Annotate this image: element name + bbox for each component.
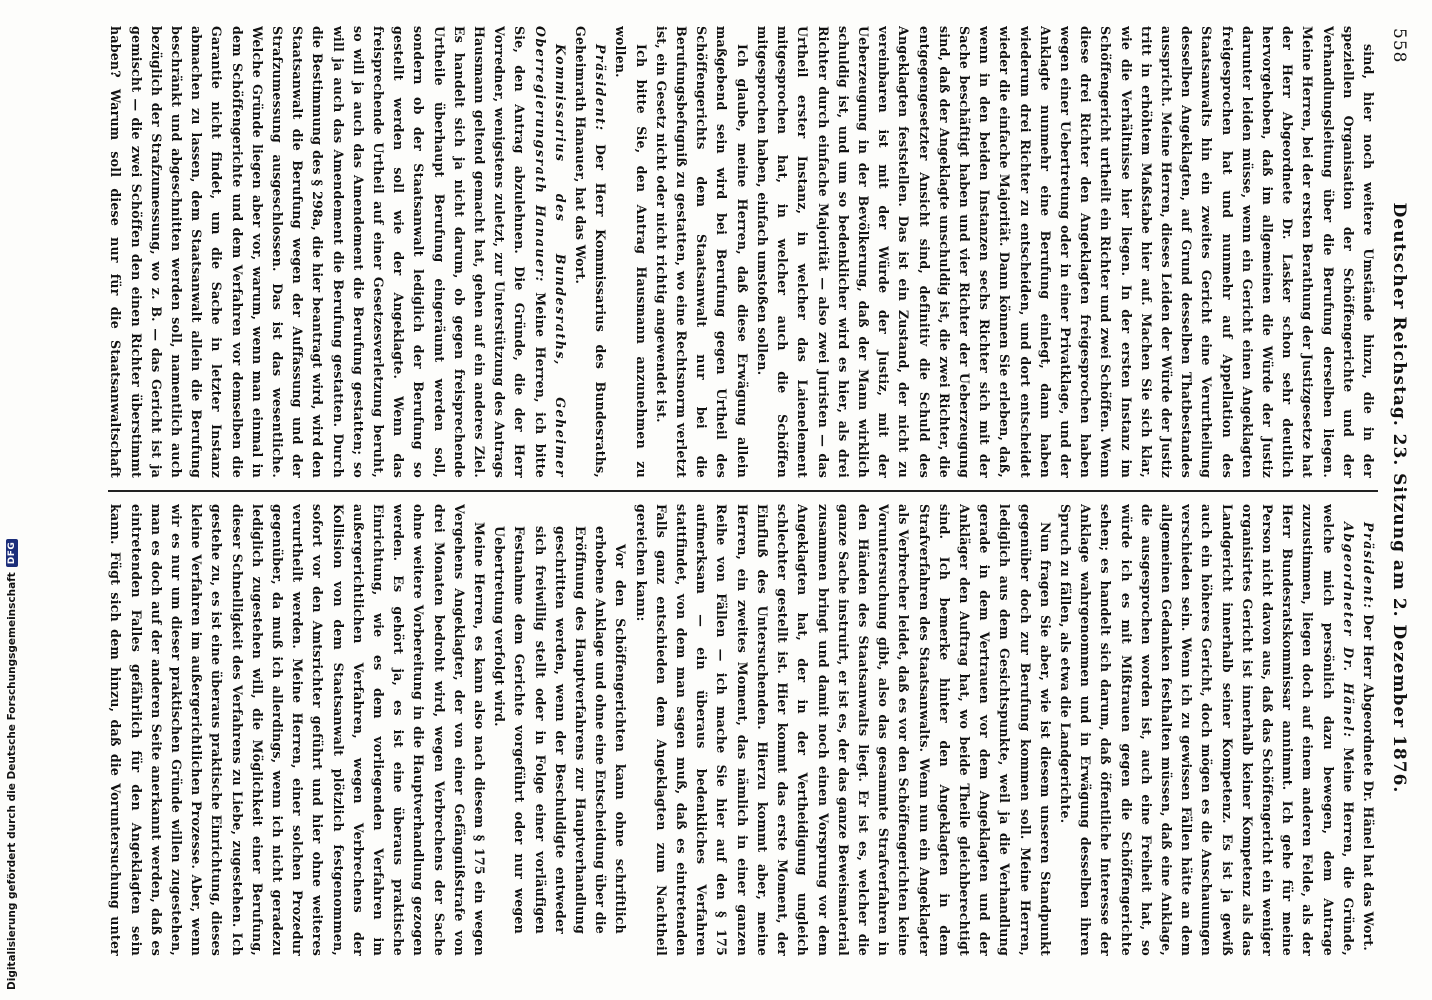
page-number: 558 <box>1389 28 1409 64</box>
speech-text: Meine Herren, ich bitte Sie, den Antrag abzulehnen. Die Gründe, die der Herr Vorredner, wenigstens zuletzt, zur Unterstützung des Antrags Hausmann geltend gemacht hat, gehen auf ein anderes Ziel. Es handelt sich ja nicht darum, ob gegen freisprechende Urtheile überhaupt Berufung eingeräumt werden soll, sondern ob der Staatsanwalt lediglich der Berufung so gestellt werden soll wie der Angeklagte. Wenn das freisprechende Urtheil auf einer Gesetzesverletzung beruht, so will ja auch das Amendement die Berufung gestatten; so will ja auch das Amendement die Berufung gestatten. Durch die Bestimmung des § 298a, die hier beantragt wird, wird den Staatsanwalt die Berufung wegen der Auffassung und der Strafzumessung ausgeschlossen. Das ist das wesentliche. Welche Gründe liegen aber vor, warum, wenn man einmal in dem Schöffengerichte und dem Verfahren vor demselben die Garantie nicht findet, um die Sache in letzter Instanz abmachen zu lassen, dem Staatsanwalt allein die Berufung beschränkt und abgeschnitten werden soll, namentlich auch bezüglich der Strafzumessung, wo z. B. — das Gericht ist ja gemischt — die zwei Schöffen den einen Richter überstimmt haben? Warum soll diese nur für die Staatsanwaltschaft <box>108 26 548 478</box>
speech-text: Der Herr Abgeordnete Dr. Hänel hat das Wort. <box>1361 614 1376 952</box>
page-header <box>1386 28 1412 968</box>
body-paragraph: sind, hier noch weitere Umstände hinzu, die in der speziellen Organisation der Schöffengerichte und der Verhandlungsleitung über die Berufung derselben liegen. Meine Herren, bei der ersten Berathung der Justizgesetze hat der Herr Abgeordnete Dr. Lasker schon sehr deutlich hervorgehoben, daß im allgemeinen die Würde der Justiz darunter leiden müsse, wenn ein Gericht einen Angeklagten freigesprochen hat und nunmehr auf Appellation des Staatsanwalts hin ein zweites Gericht eine Verurtheilung desselben Angeklagten, auf Grund desselben Thatbestandes ausspricht. Meine Herren, dieses Leiden der Würde der Justiz tritt in erhöhtem Maßstabe hier auf. Machen Sie sich klar, wie die Verhältnisse hier liegen. In der ersten Instanz im Schöffengericht urtheilt ein Richter und zwei Schöffen. Wenn diese drei Richter den Angeklagten freigesprochen haben wegen einer Uebertretung oder in einer Privatklage, und der Anklagte nunmehr eine Berufung einlegt, dann haben wiederum drei Richter zu entscheiden, und dort entscheidet wieder die einfache Majorität. Dann können Sie erleben, daß, wenn in den beiden Instanzen sechs Richter sich mit der Sache beschäftigt haben und vier Richter der Ueberzeugung sind, daß der Angeklagte unschuldig ist, die zwei Richter, die entgegengesetzter Ansicht sind, definitiv die Schuld des Angeklagten feststellen. Das ist ein Zustand, der nicht zu vereinbaren ist mit der Würde der Justiz, mit der Ueberzeugung in der Bevölkerung, daß der Mann wirklich schuldig ist, und um so bedenklicher wird es hier, als drei Richter durch einfache Majorität — also zwei Juristen — das Urtheil erster Instanz, in welcher das Laienelement mitgesprochen hat, in welcher auch die Schöffen mitgesprochen haben, einfach umstoßen sollen. <box>754 26 1376 478</box>
body-paragraph: Ich bitte Sie, den Antrag Hausmann anzunehmen zu wollen. <box>613 26 649 478</box>
column-divider <box>108 490 1378 492</box>
speaker-name: Präsident: <box>593 44 609 132</box>
quoted-law-paragraph: Vor den Schöffengerichten kann ohne schriftlich erhobene Anklage und ohne eine Entscheidung über die Eröffnung des Hauptverfahrens zur Hauptverhandlung geschritten werden, wenn der Beschuldigte entweder sich freiwillig stellt oder in Folge einer vorläufigen Festnahme dem Gerichte vorgeführt oder nur wegen Uebertretung verfolgt wird. <box>492 526 629 934</box>
left-column <box>108 26 1378 478</box>
speech-text: Meine Herren, die Gründe, welche mich persönlich dazu bewegen, dem Antrage zuzustimmen, liegen doch auf einem anderen Felde, als der Herr Bundesratskommissar annimmt. Ich gehe für meine Person nicht davon aus, daß das Schöffengericht ein weniger organisirtes Gericht ist innerhalb keiner Kompetenz als das Landgericht innerhalb seiner Kompetenz. Es ist ja gewiß auch ein höheres Gericht, doch mögen es die Anschauungen verschieden sein. Wenn ich zu gewissen Fällen hätte an dem allgemeinen Gedanken festhalten müssen, daß eine Anklage, die ausgesprochen worden ist, auch eine Freiheit hat, so würde ich es mit Mißtrauen gegen die Schöffengerichte sehen; es handelt sich darum, daß öffentliche Interesse der Anklage wahrgenommen und in Erwägung desselben ihren Spruch zu fällen, als etwa die Landgerichte. <box>1057 504 1356 956</box>
speech-paragraph <box>1055 504 1358 956</box>
speech-text: Der Herr Kommissarius des Bundesraths, Geheimrath Hanauer, hat das Wort. <box>573 26 609 478</box>
right-column <box>108 504 1378 956</box>
body-paragraph: Meine Herren, es kann also nach diesem § 175 ein wegen Vergehens Angeklagter, der von einer Gefängnißstrafe von drei Monaten bedroht wird, wegen Verbrechens der Sache ohne weitere Vorbereitung in die Hauptverhandlung gezogen werden. Es gehört ja, es ist eine überaus praktische Einrichtung, wie es dem vorliegenden Verfahren im außergerichtlichen Verfahren, wegen Verbrechens der Kollision von dem Staatsanwalt plötzlich festgenommen, sofort vor den Amtsrichter geführt und hier ohne weiteres verurtheilt werden. Meine Herren, einer solchen Prozedur gegenüber, da muß ich allerdings, wenn ich nicht geradezu lediglich zugestehen will, die Möglichkeit einer Berufung, dieser Schnelligkeit des Verfahrens zu Liebe, zugestehen. Ich gestehe zu, es ist eine überaus praktische Einrichtung, dieses kleine Verfahren im außergerichtlichen Prozesse. Aber, wenn wir es nur um dieser praktischen Gründe willen zugestehen, man es doch auf der anderen Seite anerkannt werden, daß es eintretenden Falles gefährlich für den Angeklagten sein kann. Fügt sich dem hinzu, daß die Voruntersuchung unter <box>108 504 488 956</box>
page-title: Deutscher Reichstag. 23. Sitzung am 2. Dezember 1876. <box>1389 202 1409 794</box>
speech-paragraph <box>108 26 570 478</box>
footer-text: Digitalisierung gefördert durch die Deutsche Forschungsgemeinschaft <box>6 572 18 990</box>
body-paragraph: Nun fragen Sie aber, wie ist diesem unseren Standpunkt gegenüber doch zur Berufung kommen soll. Meine Herren, lediglich aus dem Gesichtspunkte, weil ja die Verhandlung gerade in dem Vertrauen vor dem Angeklagten und der Ankläger den Auftrag hat, wo beide Theile gleichberechtigt sind. Ich bemerke hinter den Angeklagten in dem Strafverfahren des Staatsanwalts. Wenn nun ein Angeklagter als Verbrecher leidet, daß es vor den Schöffengerichten keine Voruntersuchung gibt, also das gesammte Strafverfahren in den Händen des Staatsanwalts liegt. Er ist es, welcher die ganze Sache instruirt, er ist es, der das ganze Beweismaterial zusammen bringt und damit noch einen Vorsprung vor dem Angeklagten hat, der in der Vertheidigung ungleich schlechter gestellt ist. Hier kommt das erste Moment, der Einfluß des Untersuchenden. Hierzu kommt aber, meine Herren, ein zweites Moment, das nämlich in einer ganzen Reihe von Fällen — ich mache Sie hier auf den § 175 aufmerksam — ein überaus bedenkliches Verfahren stattfindet, von dem man sagen muß, daß es eintretenden Falls ganz entschieden dem Angeklagten zum Nachtheil gereichen kann: <box>633 504 1053 956</box>
rotated-page-content <box>82 18 1412 978</box>
speaker-name: Kommissarius des Bundesraths, Geheimer Oberregierungsrath Hanauer: <box>532 26 568 478</box>
speech-paragraph <box>1358 504 1378 956</box>
speech-paragraph <box>570 26 610 478</box>
speaker-name: Präsident: <box>1361 522 1376 610</box>
body-paragraph: Ich glaube, meine Herren, daß diese Erwägung allein maßgebend sein wird bei Berufung gegen Urtheil des Schöffengerichts dem Staatsanwalt nur bei die Berufungsbefugniß zu gestatten, wo eine Rechtsnorm verletzt ist, ein Gesetz nicht oder nicht richtig angewendet ist. <box>653 26 750 478</box>
digitization-footer <box>0 541 18 1000</box>
dfg-logo-icon: DFG <box>6 539 18 568</box>
speaker-name: Abgeordneter Dr. Hänel: <box>1340 522 1356 739</box>
